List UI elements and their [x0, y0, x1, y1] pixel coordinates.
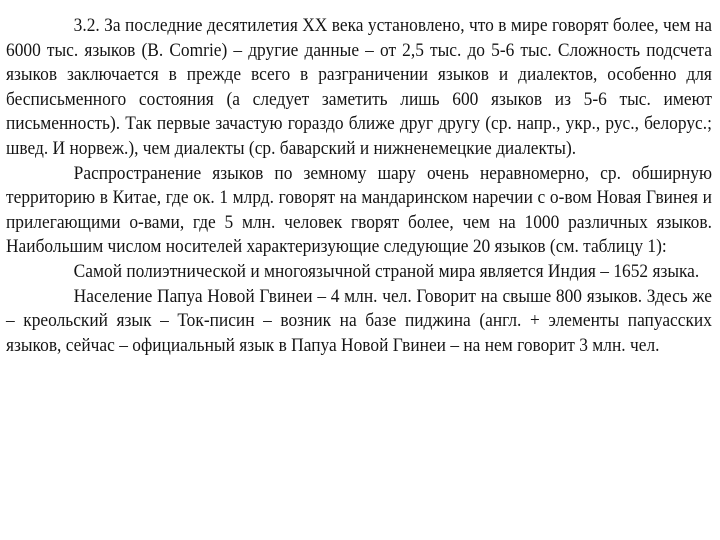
- paragraph-india: Самой полиэтнической и многоязычной страной мира является Индия – 1652 языка.: [73, 261, 700, 282]
- paragraph-languages-count: 3.2. За последние десятилетия XX века установлено, что в мире говорят более, чем на 6000 тыс. языков (B. Comrie) – другие данные – от 2,5 тыс. до 5-6 тыс. Сложность подсчета языков заключается в прежде всего в разграничении языков и диалектов, особенно для бесписьменного состояния (а следует заметить лишь 600 языков из 5-6 тыс. имеют письменность). Так первые зачастую гораздо ближе друг другу (ср. напр., укр., рус., белорус.; швед. И норвеж.), чем диалекты (ср. баварский и нижненемецкие диалекты).: [6, 16, 712, 159]
- paragraph-distribution: Распространение языков по земному шару очень неравномерно, ср. обширную территорию в Китае, где ок. 1 млрд. говорят на мандаринском наречии с о-вом Новая Гвинея и прилегающими о-вами, где 5 млн. человек гворят более, чем на 1000 различных языков. Наибольшим числом носителей характеризующие следующие 20 языков (см. таблицу 1):: [6, 163, 712, 258]
- paragraph-papua-new-guinea: Население Папуа Новой Гвинеи – 4 млн. чел. Говорит на свыше 800 языков. Здесь же – креольский язык – Ток-писин – возник на базе пиджина (англ. + элементы папуасских языков, сейчас – официальный язык в Папуа Новой Гвинеи – на нем говорит 3 млн. чел.: [6, 286, 712, 356]
- document-body: [6, 14, 712, 358]
